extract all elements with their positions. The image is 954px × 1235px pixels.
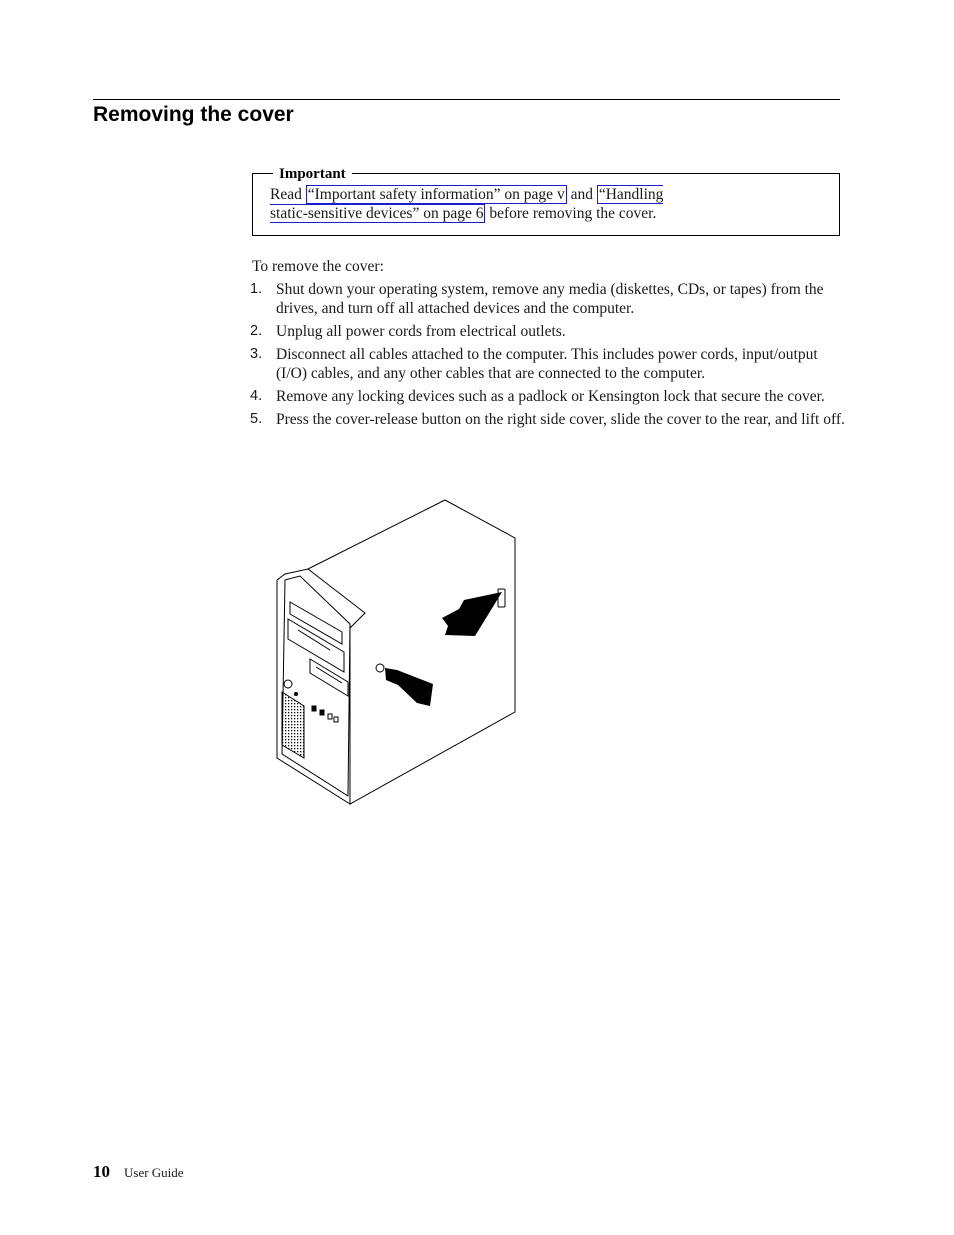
page-footer [93,1162,184,1183]
front-usb-port [312,706,316,711]
page-title: Removing the cover [93,103,294,126]
list-item [250,387,845,406]
step-text: Shut down your operating system, remove any media (diskettes, CDs, or tapes) from the drives, and turn off all attached devices and the computer. [276,281,824,317]
safety-information-link[interactable]: “Important safety information” on page v [307,186,565,203]
step-number: 1. [250,281,263,297]
step-number: 5. [250,411,263,427]
step-number: 2. [250,323,263,339]
computer-cover-removal-illustration [270,496,520,808]
notice-text-after: before removing the cover. [485,205,657,222]
heading-rule [93,99,840,100]
page-number: 10 [93,1162,110,1181]
step-number: 4. [250,388,263,404]
list-item [250,322,845,341]
list-item [250,410,845,429]
list-item [250,345,845,383]
step-text: Press the cover-release button on the right side cover, slide the cover to the rear, and lift off. [276,411,845,428]
link2-line1: “Handling [598,186,664,203]
step-number: 3. [250,346,263,362]
notice-text-middle: and [566,186,597,203]
important-label: Important [273,166,352,182]
document-title: User Guide [124,1165,184,1180]
step-text: Unplug all power cords from electrical outlets. [276,323,566,340]
list-item [250,280,845,318]
step-text: Remove any locking devices such as a padlock or Kensington lock that secure the cover. [276,388,825,405]
power-indicator-icon [295,693,298,696]
step-text: Disconnect all cables attached to the computer. This includes power cords, input/output (I/O) cables, and any other cables that are connected to the computer. [276,346,818,382]
important-notice-box [252,166,840,236]
notice-text-before: Read [270,186,306,203]
steps-list [250,280,845,433]
intro-text: To remove the cover: [252,258,384,275]
front-usb-port [320,710,324,715]
link2-line2: static-sensitive devices” on page 6 [270,205,484,222]
important-notice-text [270,185,830,223]
